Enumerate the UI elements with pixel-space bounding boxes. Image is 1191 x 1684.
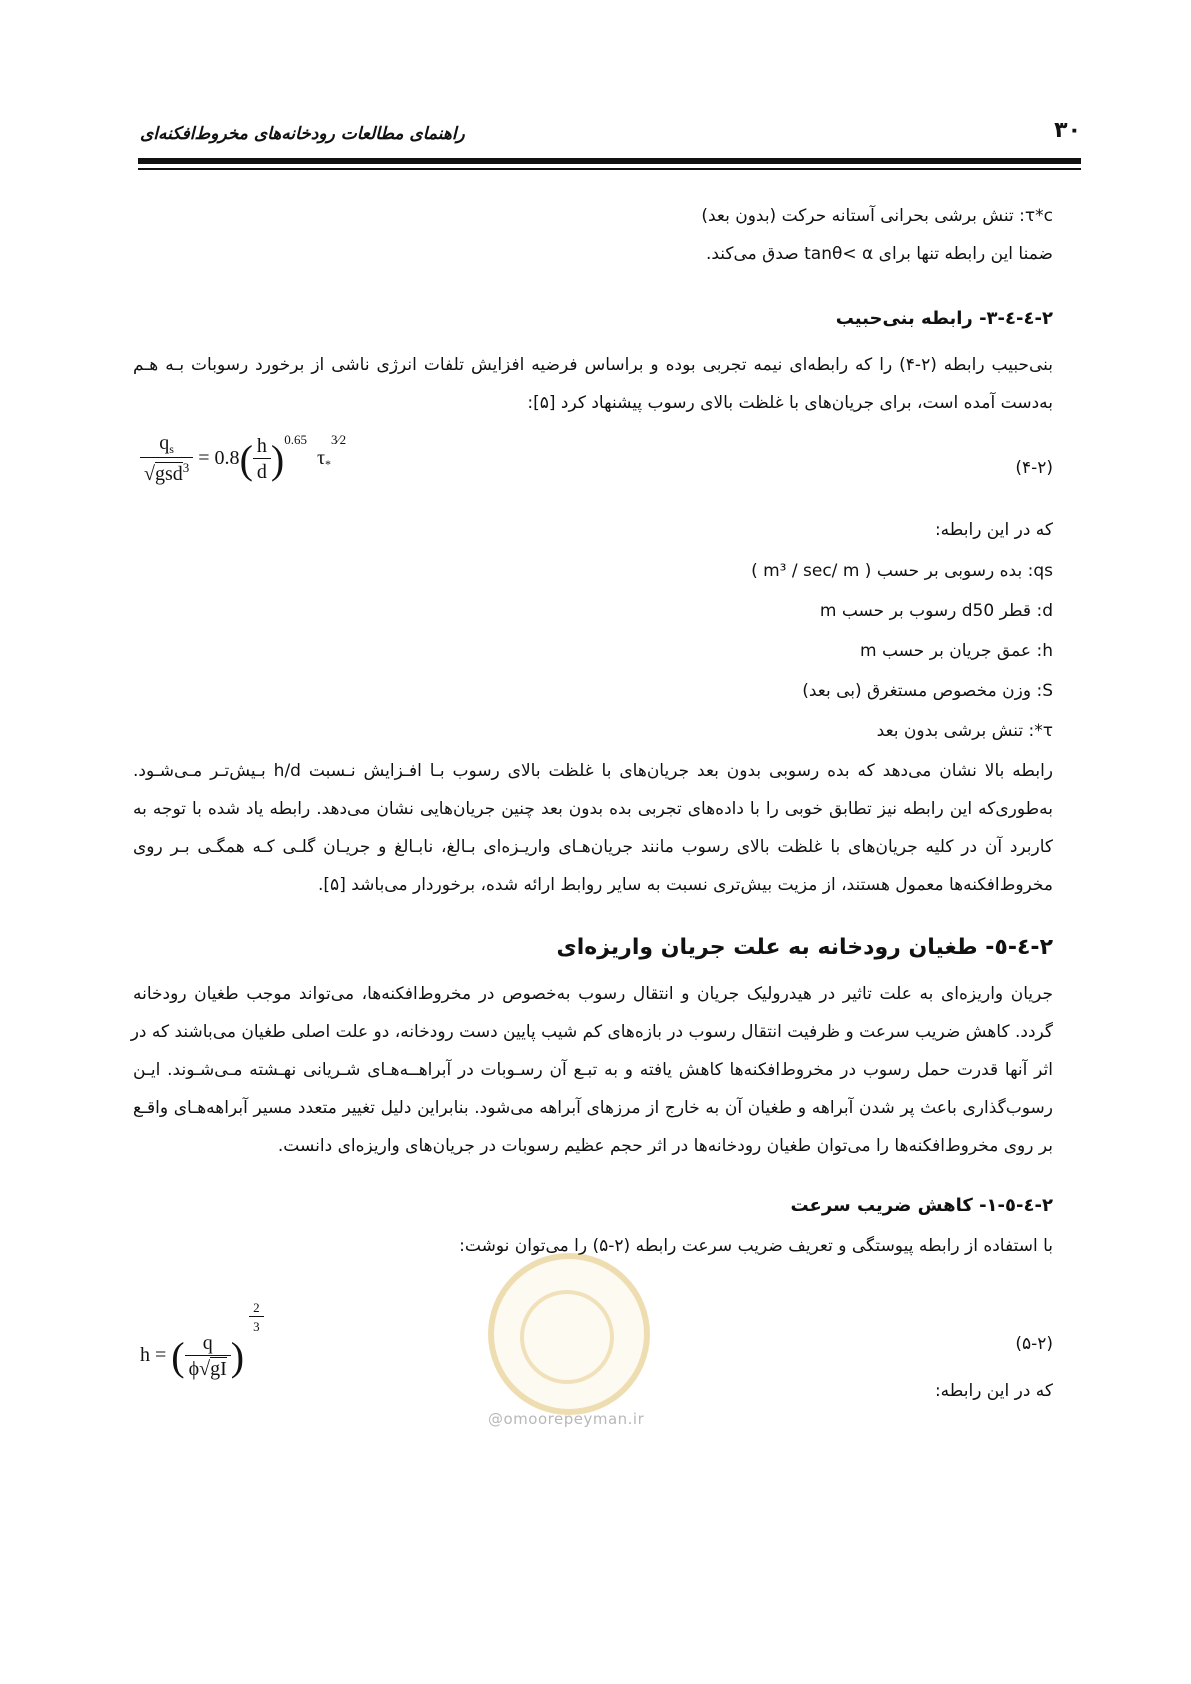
section-heading-velocity-coefficient: ۲-٤-٥-۱- کاهش ضریب سرعت [790,1195,1053,1216]
section-heading-flooding: ۲-٤-٥- طغیان رودخانه به علت جریان واریزه‌ای [556,935,1053,960]
equation-4-2: $\frac{q_s}{√gsd^3}$ = 0.8( $\frac{h}{d}$ )$^{0.65}$ $\tau_*^{3⁄2}$ [140,432,346,486]
paragraph-line: به‌دست آمده است، برای جریان‌های با غلظت بالای رسوب پیشنهاد کرد [۵]: [527,393,1053,413]
equation-fraction: $\frac{q}{\phi√gI}$ [185,1332,231,1381]
header-rule-thick [138,158,1081,164]
tau-c-definition: τ*c: تنش برشی بحرانی آستانه حرکت (بدون بعد) [701,206,1053,226]
paragraph-line: به‌طوری‌که این رابطه نیز تطابق خوبی را با داده‌های تجربی بده بدون بعد چنین جریان‌هایی نشان می‌دهد. رابطه یاد شده با توجه به [133,799,1053,819]
equation-lhs-fraction: $\frac{q_s}{√gsd^3}$ [140,432,193,486]
equation-5-2: h = ( $\frac{q}{\phi√gI}$ ) $\frac{2}{3}$ [140,1300,264,1381]
paragraph-line: با استفاده از رابطه پیوستگی و تعریف ضریب سرعت رابطه (۲-۵) را می‌توان نوشت: [459,1236,1053,1256]
section-heading-bani-habib: ۲-٤-٤-۳- رابطه بنی‌حبیب [835,308,1053,329]
equation-ratio-fraction: $\frac{h}{d}$ [253,435,271,484]
paragraph-line: رسوب‌گذاری باعث پر شدن آبراهه و طغیان آن به خارج از مرزهای آبراهه می‌شود. بنابراین دلیل تغییر متعدد مسیر آبراهه‌هـای واقـع [133,1098,1053,1118]
where-label: که در این رابطه: [934,1381,1053,1401]
condition-note: ضمنا این رابطه تنها برای tanθ< α صدق می‌کند. [705,244,1053,264]
equation-exponent: $\frac{2}{3}$ [249,1300,264,1335]
definition-h: h: عمق جریان بر حسب m [859,641,1053,661]
watermark-site: @omoorepeyman.ir [488,1410,645,1428]
running-header-title: راهنمای مطالعات رودخانه‌های مخروط‌افکنه‌ای [140,124,465,144]
definition-s: S: وزن مخصوص مستغرق (بی بعد) [802,681,1053,701]
equation-number: (۴-۲) [1015,458,1053,478]
where-label: که در این رابطه: [934,520,1053,540]
header-rule-thin [138,168,1081,170]
page-number: ۳۰ [1054,118,1081,143]
paragraph-line: بنی‌حبیب رابطه (۲-۴) را که رابطه‌ای نیمه تجربی بوده و براساس فرضیه افزایش تلفات انرژی ناشی از برخورد رسوبات بـه هـم [133,355,1053,375]
paragraph-line: کاربرد آن در کلیه جریان‌های با غلظت بالای رسوب مانند جریان‌هـای واریـزه‌ای بـالغ، نابـالغ و جریـان گلـی کـه همگـی بـر روی [133,837,1053,857]
watermark-seal-inner [520,1290,614,1384]
paragraph-line: گردد. کاهش ضریب سرعت و ظرفیت انتقال رسوب در بازه‌های کم شیب پایین دست رودخانه، دو علت اصلی طغیان می‌باشند که در [130,1022,1053,1042]
definition-d: d: قطر d50 رسوب بر حسب m [819,601,1053,621]
equation-number: (۵-۲) [1015,1334,1053,1354]
paragraph-line: مخروط‌افکنه‌ها معمول هستند، از مزیت بیش‌تری نسبت به سایر روابط ارائه شده، برخوردار می‌باشد [۵]. [318,875,1053,895]
paragraph-line: رابطه بالا نشان می‌دهد که بده رسوبی بدون بعد جریان‌های با غلظت بالای رسوب بـا افـزایش نـسبت h/d بـیش‌تـر مـی‌شـود. [133,761,1054,781]
paragraph-line: بر روی مخروط‌افکنه‌ها را می‌توان طغیان رودخانه‌ها در اثر حجم عظیم رسوبات در جریان‌های واریزه‌ای دانست. [277,1136,1053,1156]
paragraph-line: جریان واریزه‌ای به علت تاثیر در هیدرولیک جریان و انتقال رسوب به‌خصوص در مخروط‌افکنه‌ها، می‌تواند موجب طغیان رودخانه [133,984,1053,1004]
paragraph-line: اثر آنها قدرت حمل رسوب در مخروط‌افکنه‌ها کاهش یافته و به تبـع آن رسـوبات در آبراهــه‌هـای شـریانی نهـشته مـی‌شـوند. ایـن [133,1060,1053,1080]
definition-qs: qs: بده رسوبی بر حسب ( m³ / sec/ m ) [751,561,1053,581]
definition-tau: τ*: تنش برشی بدون بعد [876,721,1053,741]
